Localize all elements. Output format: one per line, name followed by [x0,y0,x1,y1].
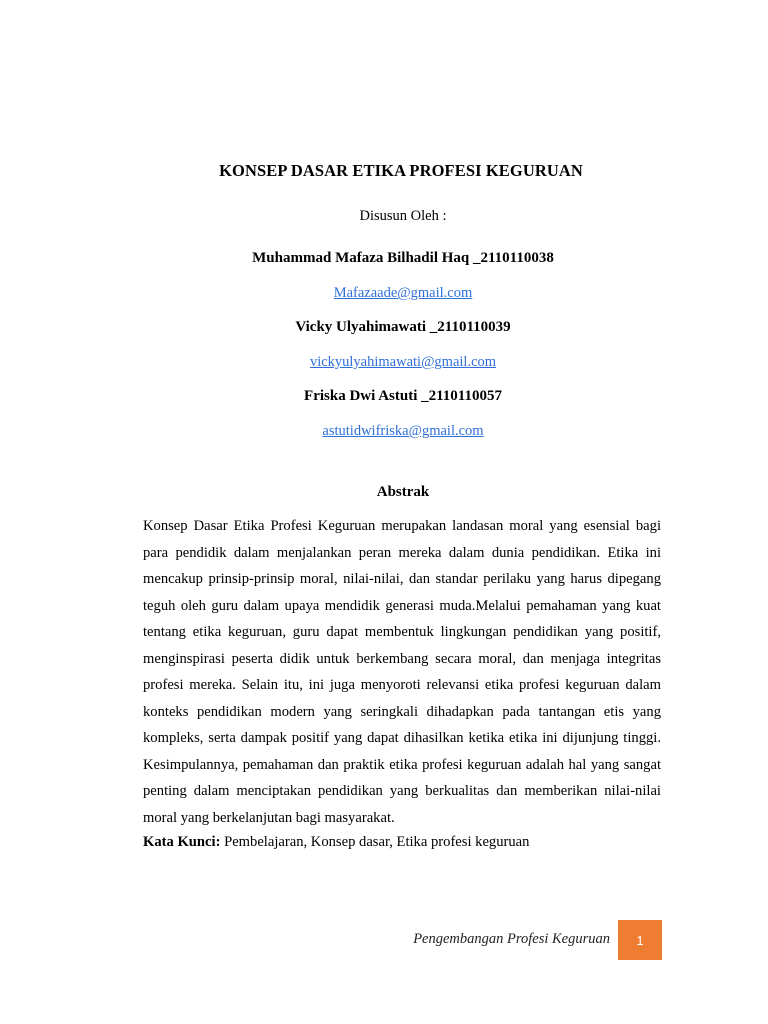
abstract-line: profesi mereka. Selain itu, ini juga menyoroti relevansi etika profesi keguruan dalam [143,677,661,693]
author-email-link[interactable]: Mafazaade@gmail.com [333,285,473,301]
abstract-line: menginspirasi peserta didik untuk berkembang secara moral, dan menjaga integritas [143,650,661,667]
author-name: Muhammad Mafaza Bilhadil Haq _2110110038 [252,250,554,266]
abstract-line: tentang etika keguruan, guru dapat membentuk lingkungan pendidikan yang positif, [143,624,661,640]
paper-title: KONSEP DASAR ETIKA PROFESI KEGURUAN [219,161,583,180]
abstract-line: Kesimpulannya, pemahaman dan praktik etika profesi keguruan adalah hal yang sangat [143,756,661,773]
abstract-line: konteks pendidikan modern yang seringkali dihadapkan pada tantangan etis yang [143,703,661,720]
keywords [143,834,529,851]
page-number-badge [618,920,662,960]
abstract-line: penting dalam menciptakan pendidikan yang berkualitas dan memberikan nilai-nilai [143,783,661,799]
abstract-line: kompleks, serta dampak positif yang dapat dihasilkan ketika etika ini dijunjung tinggi. [143,730,661,746]
author-email-link[interactable]: vickyulyahimawati@gmail.com [309,354,497,370]
author-name: Friska Dwi Astuti _2110110057 [304,388,502,404]
abstract-line: teguh oleh guru dalam upaya mendidik generasi muda.Melalui pemahaman yang kuat [143,597,661,614]
abstract-body [143,513,661,831]
author-email-link[interactable]: astutidwifriska@gmail.com [322,423,484,439]
running-footer-title: Pengembangan Profesi Keguruan [413,931,610,947]
keywords-label: Kata Kunci: [143,834,221,850]
abstract-line: Konsep Dasar Etika Profesi Keguruan merupakan landasan moral yang esensial bagi [143,518,661,534]
page-number: 1 [636,932,644,948]
abstract-line: mencakup prinsip-prinsip moral, nilai-nilai, dan standar perilaku yang harus dipegang [143,571,661,587]
abstract-line: para pendidik dalam menjalankan peran mereka dalam dunia pendidikan. Etika ini [143,544,661,561]
keywords-text: Pembelajaran, Konsep dasar, Etika profesi keguruan [220,834,530,850]
author-name: Vicky Ulyahimawati _2110110039 [295,319,511,335]
abstract-line: moral yang berkelanjutan bagi masyarakat. [143,809,395,826]
abstract-heading: Abstrak [376,484,430,500]
byline: Disusun Oleh : [359,208,447,224]
